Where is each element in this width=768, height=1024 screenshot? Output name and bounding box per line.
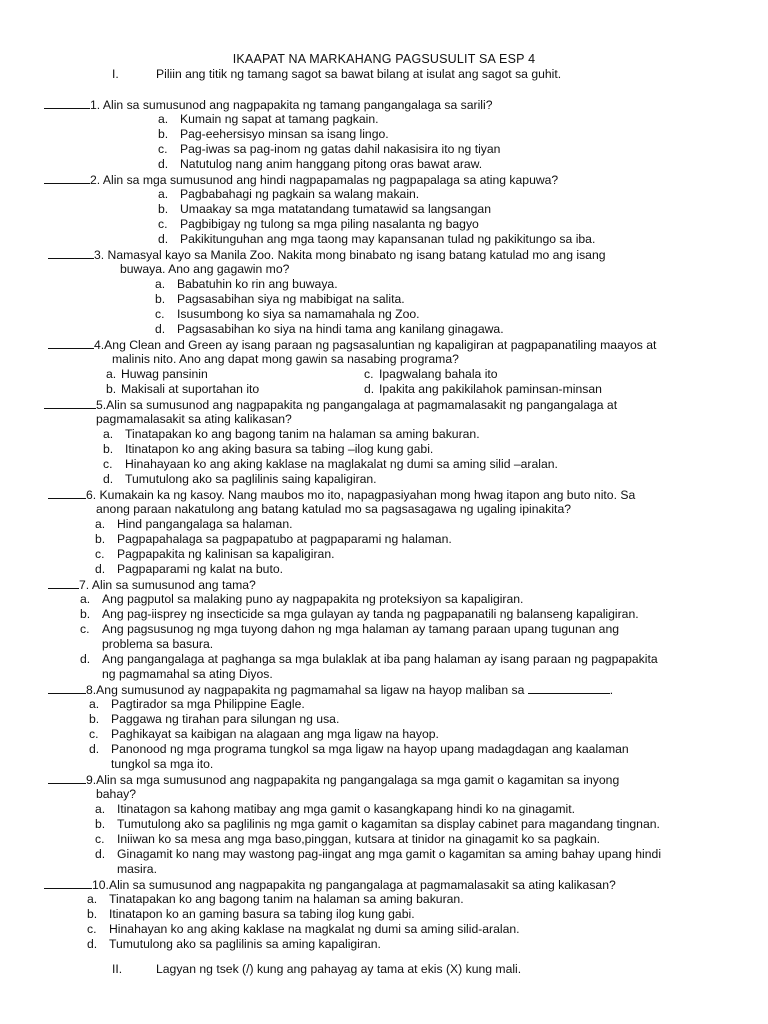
option-text: Hind pangangalaga sa halaman. — [117, 517, 293, 531]
option-text: Pagpaparami ng kalat na buto. — [117, 562, 284, 576]
question-2 — [44, 172, 558, 188]
option-letter: c. — [155, 307, 165, 321]
option-text: Hinahayaan ko ang aking kaklase na maglakalat ng dumi sa aming silid –aralan. — [125, 457, 558, 471]
question-8 — [48, 682, 613, 698]
option-text: Ipakita ang pakikilahok paminsan-minsan — [379, 382, 602, 396]
fill-in-blank-8[interactable] — [528, 682, 610, 694]
option-letter: c. — [158, 142, 168, 156]
option-text: ng pagmamahal sa ating Diyos. — [102, 667, 273, 681]
option-text: Tumutulong ako sa paglilinis ng mga gamit o kagamitan sa display cabinet para magandang tingnan. — [117, 817, 660, 831]
option-letter: d. — [158, 232, 169, 246]
option-letter: b. — [95, 532, 106, 546]
section-two-text: Lagyan ng tsek (/) kung ang pahayag ay tama at ekis (X) kung mali. — [156, 962, 522, 976]
question-9 — [48, 772, 619, 788]
option-text: tungkol sa mga ito. — [111, 757, 214, 771]
option-text: Ginagamit ko nang may wastong pag-iingat ang mga gamit o kagamitan sa aming bahay upang hindi — [117, 847, 662, 861]
option-text: Natutulog nang anim hanggang pitong oras bawat araw. — [180, 157, 483, 171]
question-10 — [44, 877, 616, 893]
section-one-number: I. — [112, 67, 119, 81]
option-text: Isusumbong ko siya sa namamahala ng Zoo. — [177, 307, 420, 321]
question-6-continuation: anong paraan nakatulong ang batang katulad mo sa pagsasagawa ng ugaling ipinakita? — [96, 502, 572, 516]
option-letter: c. — [95, 832, 105, 846]
section-two-number: II. — [112, 962, 123, 976]
option-letter: b. — [158, 202, 169, 216]
question-4-continuation: malinis nito. Ano ang dapat mong gawin sa nasabing programa? — [112, 352, 459, 366]
option-text: Pagbabahagi ng pagkain sa walang makain. — [180, 187, 420, 201]
option-letter: a. — [103, 427, 114, 441]
option-letter: c. — [364, 367, 374, 381]
option-letter: c. — [95, 547, 105, 561]
option-letter: a. — [106, 367, 117, 381]
answer-blank-2[interactable] — [44, 172, 90, 184]
option-letter: a. — [80, 592, 91, 606]
question-7-stem: 7. Alin sa sumusunod ang tama? — [79, 578, 256, 592]
answer-blank-5[interactable] — [44, 397, 96, 409]
question-10-stem: 10.Alin sa sumusunod ang nagpapakita ng pangangalaga at pagmamalasakit sa ating kalikasan? — [92, 878, 616, 892]
option-text: Ang pag-iisprey ng insecticide sa mga gulayan ay tanda ng pagpapanatili ng balanseng kapaligiran. — [102, 607, 639, 621]
section-one-text: Piliin ang titik ng tamang sagot sa bawat bilang at isulat ang sagot sa guhit. — [156, 67, 562, 81]
option-letter: a. — [95, 802, 106, 816]
option-letter: b. — [87, 907, 98, 921]
option-text: Ang pagsusunog ng mga tuyong dahon ng mga halaman ay tamang paraan upang tugunan ang — [102, 622, 620, 636]
option-text: Tumutulong ako sa paglilinis sa aming kapaligiran. — [109, 937, 381, 951]
option-text: masira. — [117, 862, 157, 876]
option-text: Huwag pansinin — [121, 367, 208, 381]
option-letter: d. — [95, 562, 106, 576]
option-letter: a. — [87, 892, 98, 906]
option-text: Ang pangangalaga at paghanga sa mga bulaklak at iba pang halaman ay isang paraan ng pagpapakita — [102, 652, 658, 666]
option-letter: a. — [158, 187, 169, 201]
option-text: Hinahayan ko ang aking kaklase na magkalat ng dumi sa aming silid-aralan. — [109, 922, 520, 936]
option-text: Pagtirador sa mga Philippine Eagle. — [111, 697, 305, 711]
answer-blank-7[interactable] — [48, 577, 79, 589]
question-7 — [48, 577, 256, 593]
question-3 — [48, 247, 606, 263]
option-text: Pagsasabihan ko siya na hindi tama ang kanilang ginagawa. — [177, 322, 504, 336]
answer-blank-9[interactable] — [48, 772, 86, 784]
option-text: Itinatapon ko an gaming basura sa tabing ilog kung gabi. — [109, 907, 415, 921]
option-text: Umaakay sa mga matatandang tumatawid sa langsangan — [180, 202, 491, 216]
option-letter: c. — [158, 217, 168, 231]
option-letter: b. — [158, 127, 169, 141]
option-text: Pagpapahalaga sa pagpapatubo at pagpaparami ng halaman. — [117, 532, 452, 546]
question-6-stem: 6. Kumakain ka ng kasoy. Nang maubos mo ito, napagpasiyahan mong hwag itapon ang buto nito. Sa — [86, 488, 636, 502]
option-text: problema sa basura. — [102, 637, 214, 651]
option-letter: d. — [103, 472, 114, 486]
question-8-end: . — [609, 683, 614, 697]
option-text: Babatuhin ko rin ang buwaya. — [177, 277, 338, 291]
option-text: Pagbibigay ng tulong sa mga piling nasalanta ng bagyo — [180, 217, 479, 231]
option-letter: c. — [89, 727, 99, 741]
option-text: Pag-eehersisyo minsan sa isang lingo. — [180, 127, 389, 141]
option-letter: a. — [89, 697, 100, 711]
question-5-stem: 5.Alin sa sumusunod ang nagpapakita ng pangangalaga at pagmamalasakit ng pangangalaga at — [96, 398, 618, 412]
option-letter: d. — [364, 382, 375, 396]
option-letter: b. — [106, 382, 117, 396]
option-text: Panonood ng mga programa tungkol sa mga ligaw na hayop upang madagdagan ang kaalaman — [111, 742, 629, 756]
option-text: Tinatapakan ko ang bagong tanim na halaman sa aming bakuran. — [109, 892, 464, 906]
option-text: Pakikitunguhan ang mga taong may kapansanan tulad ng pakikitungo sa iba. — [180, 232, 596, 246]
option-text: Makisali at suportahan ito — [121, 382, 260, 396]
option-letter: d. — [155, 322, 166, 336]
question-4 — [48, 337, 656, 353]
question-5-continuation: pagmamalasakit sa ating kalikasan? — [96, 412, 292, 426]
option-text: Ang pagputol sa malaking puno ay nagpapakita ng proteksiyon sa kapaligiran. — [102, 592, 524, 606]
option-text: Tinatapakan ko ang bagong tanim na halaman sa aming bakuran. — [125, 427, 480, 441]
question-3-continuation: buwaya. Ano ang gagawin mo? — [120, 262, 290, 276]
option-letter: d. — [87, 937, 98, 951]
option-letter: b. — [103, 442, 114, 456]
option-text: Pagpapakita ng kalinisan sa kapaligiran. — [117, 547, 335, 561]
answer-blank-8[interactable] — [48, 682, 86, 694]
question-2-stem: 2. Alin sa mga sumusunod ang hindi nagpapamalas ng pagpapalaga sa ating kapuwa? — [90, 173, 559, 187]
option-text: Kumain ng sapat at tamang pagkain. — [180, 112, 379, 126]
question-6 — [48, 487, 635, 503]
option-letter: b. — [95, 817, 106, 831]
option-letter: c. — [87, 922, 97, 936]
option-text: Itinatagon sa kahong matibay ang mga gamit o kasangkapang hindi ko na ginagamit. — [117, 802, 576, 816]
answer-blank-10[interactable] — [44, 877, 92, 889]
question-1-stem: 1. Alin sa sumusunod ang nagpapakita ng tamang pangangalaga sa sarili? — [90, 98, 493, 112]
option-letter: d. — [89, 742, 100, 756]
option-letter: b. — [89, 712, 100, 726]
question-8-stem: 8.Ang sumusunod ay nagpapakita ng pagmamahal sa ligaw na hayop maliban sa — [86, 683, 525, 697]
option-letter: d. — [158, 157, 169, 171]
exam-title: IKAAPAT NA MARKAHANG PAGSUSULIT SA ESP 4 — [232, 52, 536, 66]
option-text: Tumutulong ako sa paglilinis saing kapaligiran. — [125, 472, 377, 486]
option-text: Pagsasabihan siya ng mabibigat na salita. — [177, 292, 405, 306]
option-text: Itinatapon ko ang aking basura sa tabing –ilog kung gabi. — [125, 442, 434, 456]
question-9-continuation: bahay? — [96, 787, 136, 801]
option-text: Paghikayat sa kaibigan na alagaan ang mga ligaw na hayop. — [111, 727, 439, 741]
option-letter: c. — [103, 457, 113, 471]
answer-blank-6[interactable] — [48, 487, 86, 499]
option-letter: b. — [80, 607, 91, 621]
option-letter: a. — [155, 277, 166, 291]
option-text: Iniiwan ko sa mesa ang mga baso,pinggan, kutsara at tinidor na ginagamit ko sa pagkain. — [117, 832, 601, 846]
option-text: Ipagwalang bahala ito — [379, 367, 498, 381]
question-9-stem: 9.Alin sa mga sumusunod ang nagpapakita ng pangangalaga sa mga gamit o kagamitan sa inyong — [86, 773, 620, 787]
option-text: Paggawa ng tirahan para silungan ng usa. — [111, 712, 340, 726]
answer-blank-1[interactable] — [44, 97, 90, 109]
option-letter: b. — [155, 292, 166, 306]
answer-blank-3[interactable] — [48, 247, 94, 259]
option-letter: a. — [95, 517, 106, 531]
option-letter: d. — [80, 652, 91, 666]
option-letter: c. — [80, 622, 90, 636]
option-letter: d. — [95, 847, 106, 861]
question-1 — [44, 97, 492, 113]
answer-blank-4[interactable] — [48, 337, 94, 349]
option-text: Pag-iwas sa pag-inom ng gatas dahil nakasisira ito ng tiyan — [180, 142, 501, 156]
question-5 — [44, 397, 617, 413]
question-4-stem: 4.Ang Clean and Green ay isang paraan ng pagsasaluntian ng kapaligiran at pagpapanatiling maayos at — [94, 338, 657, 352]
question-3-stem: 3. Namasyal kayo sa Manila Zoo. Nakita mong binabato ng isang batang katulad mo ang isang — [94, 248, 606, 262]
option-letter: a. — [158, 112, 169, 126]
